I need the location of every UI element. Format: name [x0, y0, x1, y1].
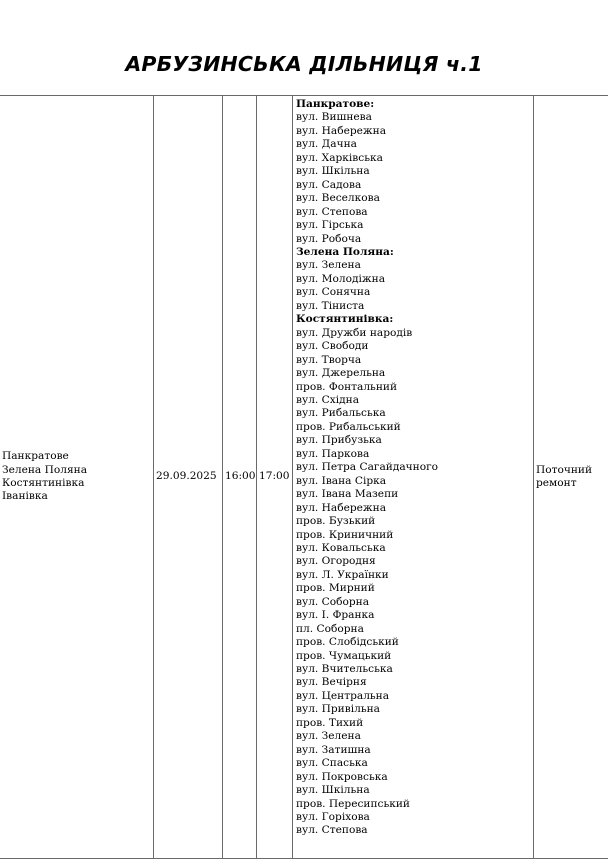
- street-item: вул. Петра Сагайдачного: [296, 461, 531, 474]
- street-item: вул. Молодіжна: [296, 273, 531, 286]
- settlement-name: Зелена Поляна: [2, 464, 151, 477]
- street-item: вул. Шкільна: [296, 784, 531, 797]
- settlement-header: Панкратове:: [296, 98, 531, 111]
- street-item: вул. Степова: [296, 206, 531, 219]
- street-item: вул. Набережна: [296, 125, 531, 138]
- street-item: вул. Зелена: [296, 730, 531, 743]
- street-item: вул. Садова: [296, 179, 531, 192]
- street-item: вул. Шкільна: [296, 165, 531, 178]
- street-item: вул. Ковальська: [296, 542, 531, 555]
- street-item: пров. Рибальський: [296, 421, 531, 434]
- street-item: вул. Паркова: [296, 448, 531, 461]
- street-item: вул. Гірська: [296, 219, 531, 232]
- time-from-cell: 16:00: [223, 96, 257, 859]
- street-item: вул. Соборна: [296, 596, 531, 609]
- street-item: вул. Свободи: [296, 340, 531, 353]
- streets-cell: [293, 96, 534, 859]
- street-item: вул. Джерельна: [296, 367, 531, 380]
- settlements-cell: [0, 96, 154, 859]
- street-item: вул. Рибальська: [296, 407, 531, 420]
- street-item: вул. Горіхова: [296, 811, 531, 824]
- street-item: вул. Тіниста: [296, 300, 531, 313]
- outage-table: [0, 95, 608, 859]
- street-item: пров. Фонтальний: [296, 381, 531, 394]
- settlement-header: Костянтинівка:: [296, 313, 531, 326]
- street-item: пров. Тихий: [296, 717, 531, 730]
- settlement-name: Панкратове: [2, 450, 151, 463]
- street-item: пров. Мирний: [296, 582, 531, 595]
- street-item: вул. Дачна: [296, 138, 531, 151]
- street-item: пров. Бузький: [296, 515, 531, 528]
- street-item: вул. Харківська: [296, 152, 531, 165]
- street-item: вул. Затишна: [296, 744, 531, 757]
- street-list: [296, 98, 531, 838]
- street-item: вул. Вечірня: [296, 676, 531, 689]
- settlement-header: Зелена Поляна:: [296, 246, 531, 259]
- street-item: вул. І. Франка: [296, 609, 531, 622]
- street-item: вул. Степова: [296, 824, 531, 837]
- street-item: вул. Огородня: [296, 555, 531, 568]
- street-item: вул. Вишнева: [296, 111, 531, 124]
- settlement-name: Іванівка: [2, 490, 151, 503]
- time-to-cell: 17:00: [257, 96, 293, 859]
- street-item: вул. Спаська: [296, 757, 531, 770]
- street-item: вул. Набережна: [296, 502, 531, 515]
- table-row: [0, 96, 608, 859]
- reason-cell: Поточний ремонт: [534, 96, 608, 859]
- street-item: вул. Покровська: [296, 771, 531, 784]
- street-item: вул. Прибузька: [296, 434, 531, 447]
- street-item: пров. Слобідський: [296, 636, 531, 649]
- street-item: вул. Веселкова: [296, 192, 531, 205]
- settlement-name: Костянтинівка: [2, 477, 151, 490]
- street-item: вул. Івана Сірка: [296, 475, 531, 488]
- street-item: пров. Криничний: [296, 529, 531, 542]
- street-item: вул. Івана Мазепи: [296, 488, 531, 501]
- date-cell: 29.09.2025: [154, 96, 223, 859]
- street-item: вул. Вчительська: [296, 663, 531, 676]
- street-item: вул. Привільна: [296, 703, 531, 716]
- street-item: пров. Пересипський: [296, 798, 531, 811]
- street-item: вул. Сонячна: [296, 286, 531, 299]
- street-item: вул. Дружби народів: [296, 327, 531, 340]
- street-item: вул. Л. Українки: [296, 569, 531, 582]
- page-title: АРБУЗИНСЬКА ДІЛЬНИЦЯ ч.1: [0, 52, 608, 76]
- street-item: вул. Східна: [296, 394, 531, 407]
- street-item: вул. Зелена: [296, 259, 531, 272]
- street-item: вул. Творча: [296, 354, 531, 367]
- street-item: вул. Центральна: [296, 690, 531, 703]
- street-item: пров. Чумацький: [296, 650, 531, 663]
- street-item: пл. Соборна: [296, 623, 531, 636]
- street-item: вул. Робоча: [296, 233, 531, 246]
